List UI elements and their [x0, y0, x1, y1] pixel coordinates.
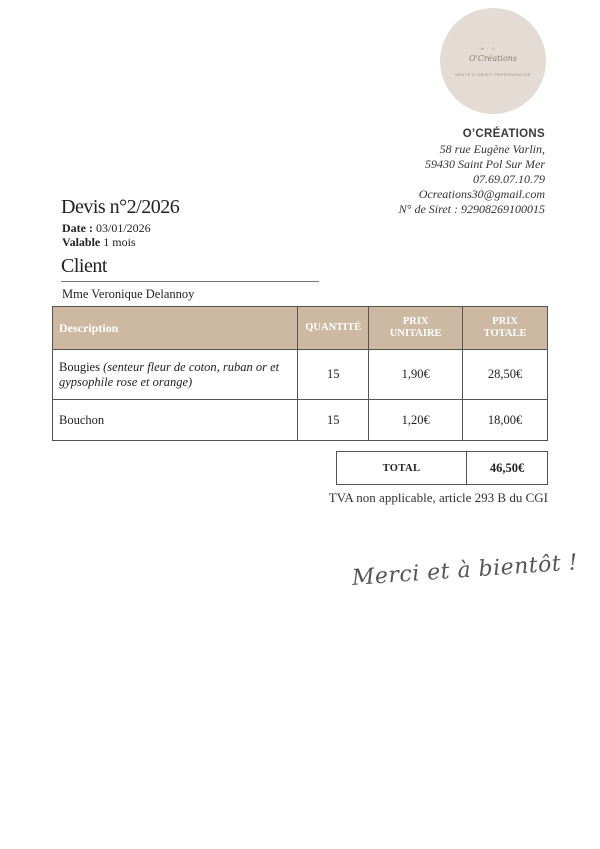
row-total: 28,50€	[463, 350, 548, 400]
header-unit-price-line2: UNITAIRE	[389, 328, 442, 339]
quote-title: Devis n°2/2026	[61, 196, 180, 218]
company-info	[399, 128, 545, 217]
tva-note: TVA non applicable, article 293 B du CGI	[328, 490, 548, 505]
client-divider	[61, 281, 319, 282]
company-email: Ocreations30@gmail.com	[418, 187, 545, 201]
quote-validity-value: 1 mois	[103, 235, 136, 249]
quote-validity	[62, 235, 136, 249]
table-row	[53, 400, 548, 441]
logo-mark-text: O'Créations	[468, 54, 518, 63]
header-description: Description	[53, 307, 298, 350]
client-name: Mme Veronique Delannoy	[62, 287, 195, 301]
items-table	[52, 306, 548, 441]
row-description	[53, 400, 298, 441]
header-total-price-line1: PRIX	[492, 316, 518, 327]
header-unit-price-line1: PRIX	[402, 316, 429, 327]
closing-signature: Merci et à bientôt !	[351, 550, 579, 591]
row-item-name: Bougies	[59, 359, 100, 374]
header-total-price	[463, 307, 548, 350]
row-unit-price: 1,90€	[369, 350, 463, 400]
logo-sparkle-icon: · ✦ · ✧	[476, 46, 496, 53]
header-unit-price	[369, 307, 463, 350]
row-total: 18,00€	[463, 400, 548, 441]
header-total-price-line2: TOTALE	[483, 328, 527, 339]
company-address-line2: 59430 Saint Pol Sur Mer	[425, 157, 545, 171]
total-row	[337, 452, 548, 485]
company-name: O’CRÉATIONS	[462, 128, 545, 140]
logo-subtitle: VENTE D'OBJET PERSONNALISÉ	[454, 72, 532, 77]
row-unit-price: 1,20€	[369, 400, 463, 441]
company-siret: N° de Siret : 92908269100015	[398, 202, 545, 216]
quote-validity-label: Valable	[62, 235, 101, 249]
row-item-name: Bouchon	[59, 412, 105, 427]
row-quantity: 15	[298, 400, 369, 441]
total-value: 46,50€	[467, 452, 548, 485]
items-table-header	[53, 307, 548, 350]
company-phone: 07.69.07.10.79	[473, 172, 545, 186]
total-label: TOTAL	[337, 452, 467, 485]
company-address-line1: 58 rue Eugène Varlin,	[439, 142, 545, 156]
row-item-detail: (senteur fleur de coton, ruban or et gypsophile rose et orange)	[59, 359, 280, 389]
quote-date	[62, 221, 151, 235]
total-table	[336, 451, 548, 485]
client-heading: Client	[61, 255, 107, 277]
quote-date-value: 03/01/2026	[95, 221, 151, 235]
row-quantity: 15	[298, 350, 369, 400]
row-description	[53, 350, 298, 400]
header-quantity: QUANTITÉ	[298, 307, 369, 350]
company-logo	[440, 8, 546, 114]
table-row	[53, 350, 548, 400]
quote-date-label: Date :	[62, 221, 93, 235]
